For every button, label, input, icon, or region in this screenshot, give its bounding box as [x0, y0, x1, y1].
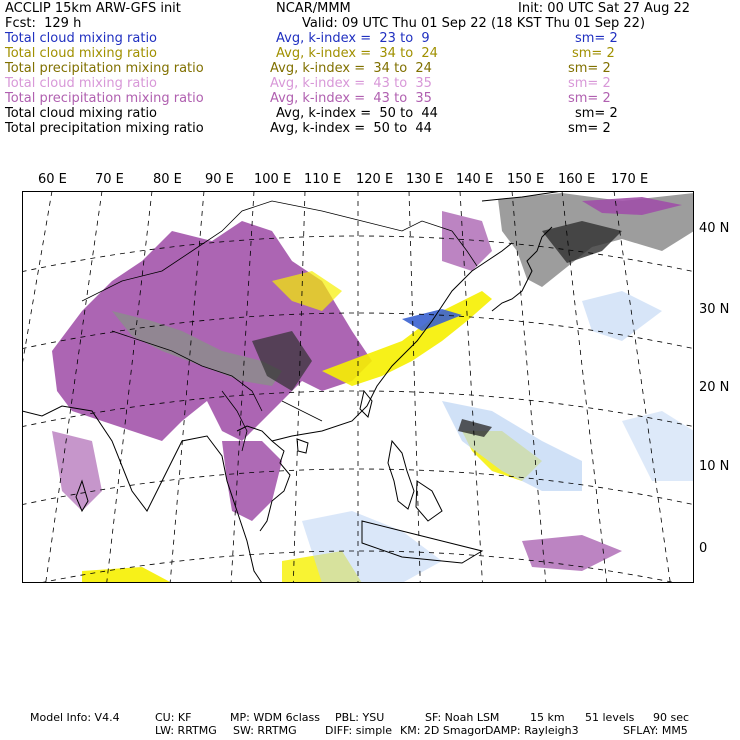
legend-row	[5, 106, 735, 121]
legend-field-name: Total cloud mixing ratio	[5, 76, 158, 91]
legend-k-index: Avg, k-index = 34 to 24	[276, 46, 438, 61]
legend-k-index: Avg, k-index = 43 to 35	[270, 91, 432, 106]
model-info-item: LW: RRTMG	[155, 724, 217, 737]
model-info-item: KM: 2D Smagor	[400, 724, 486, 737]
legend-smoothing: sm= 2	[568, 61, 611, 76]
latitude-label: 10 N	[699, 459, 730, 474]
legend-k-index: Avg, k-index = 23 to 9	[276, 31, 430, 46]
legend-row	[5, 31, 735, 46]
legend-smoothing: sm= 2	[568, 76, 611, 91]
longitude-label: 140 E	[456, 172, 494, 187]
legend-k-index: Avg, k-index = 43 to 35	[270, 76, 432, 91]
valid-time: Valid: 09 UTC Thu 01 Sep 22 (18 KST Thu 01 Sep 22)	[302, 16, 646, 31]
legend-row	[5, 121, 735, 136]
legend-field-name: Total cloud mixing ratio	[5, 106, 158, 121]
legend-field-name: Total cloud mixing ratio	[5, 46, 158, 61]
legend-k-index: Avg, k-index = 34 to 24	[270, 61, 432, 76]
model-info-item: SFLAY: MM5	[623, 724, 688, 737]
legend-field-name: Total cloud mixing ratio	[5, 31, 158, 46]
longitude-label: 150 E	[507, 172, 545, 187]
legend-field-name: Total precipitation mixing ratio	[5, 91, 204, 106]
model-info-item: MP: WDM 6class	[230, 711, 320, 724]
legend-smoothing: sm= 2	[575, 31, 618, 46]
longitude-label: 160 E	[558, 172, 596, 187]
longitude-label: 70 E	[95, 172, 124, 187]
legend-smoothing: sm= 2	[575, 106, 618, 121]
longitude-label: 90 E	[205, 172, 234, 187]
legend-row	[5, 91, 735, 106]
latitude-label: 40 N	[699, 221, 730, 236]
init-time: Init: 00 UTC Sat 27 Aug 22	[518, 1, 691, 16]
latitude-label: 30 N	[699, 302, 730, 317]
model-info-item: PBL: YSU	[335, 711, 385, 724]
legend-smoothing: sm= 2	[568, 91, 611, 106]
legend-field-name: Total precipitation mixing ratio	[5, 61, 204, 76]
model-info-item: Model Info: V4.4	[30, 711, 120, 724]
forecast-map	[22, 191, 694, 583]
legend-row	[5, 61, 735, 76]
longitude-label: 130 E	[406, 172, 444, 187]
model-info-item: 15 km	[530, 711, 565, 724]
longitude-label: 170 E	[611, 172, 649, 187]
legend-row	[5, 76, 735, 91]
model-info-item: SF: Noah LSM	[425, 711, 500, 724]
model-info-item: 51 levels	[585, 711, 635, 724]
legend-k-index: Avg, k-index = 50 to 44	[270, 121, 432, 136]
forecast-hour: Fcst: 129 h	[5, 16, 82, 31]
model-info-item: SW: RRTMG	[233, 724, 297, 737]
model-info-item: 90 sec	[653, 711, 690, 724]
longitude-label: 110 E	[304, 172, 342, 187]
latitude-label: 20 N	[699, 380, 730, 395]
longitude-label: 80 E	[153, 172, 182, 187]
legend-field-name: Total precipitation mixing ratio	[5, 121, 204, 136]
model-info-item: DIFF: simple	[325, 724, 393, 737]
legend-smoothing: sm= 2	[572, 46, 615, 61]
model-info-item: DAMP: Rayleigh3	[485, 724, 579, 737]
legend-k-index: Avg, k-index = 50 to 44	[276, 106, 438, 121]
longitude-label: 60 E	[38, 172, 67, 187]
center-label: NCAR/MMM	[276, 1, 351, 16]
longitude-label: 120 E	[356, 172, 394, 187]
legend-smoothing: sm= 2	[568, 121, 611, 136]
model-title: ACCLIP 15km ARW-GFS init	[5, 1, 181, 16]
longitude-label: 100 E	[254, 172, 292, 187]
legend-row	[5, 46, 735, 61]
model-info-item: CU: KF	[155, 711, 192, 724]
latitude-label: 0	[699, 541, 708, 556]
